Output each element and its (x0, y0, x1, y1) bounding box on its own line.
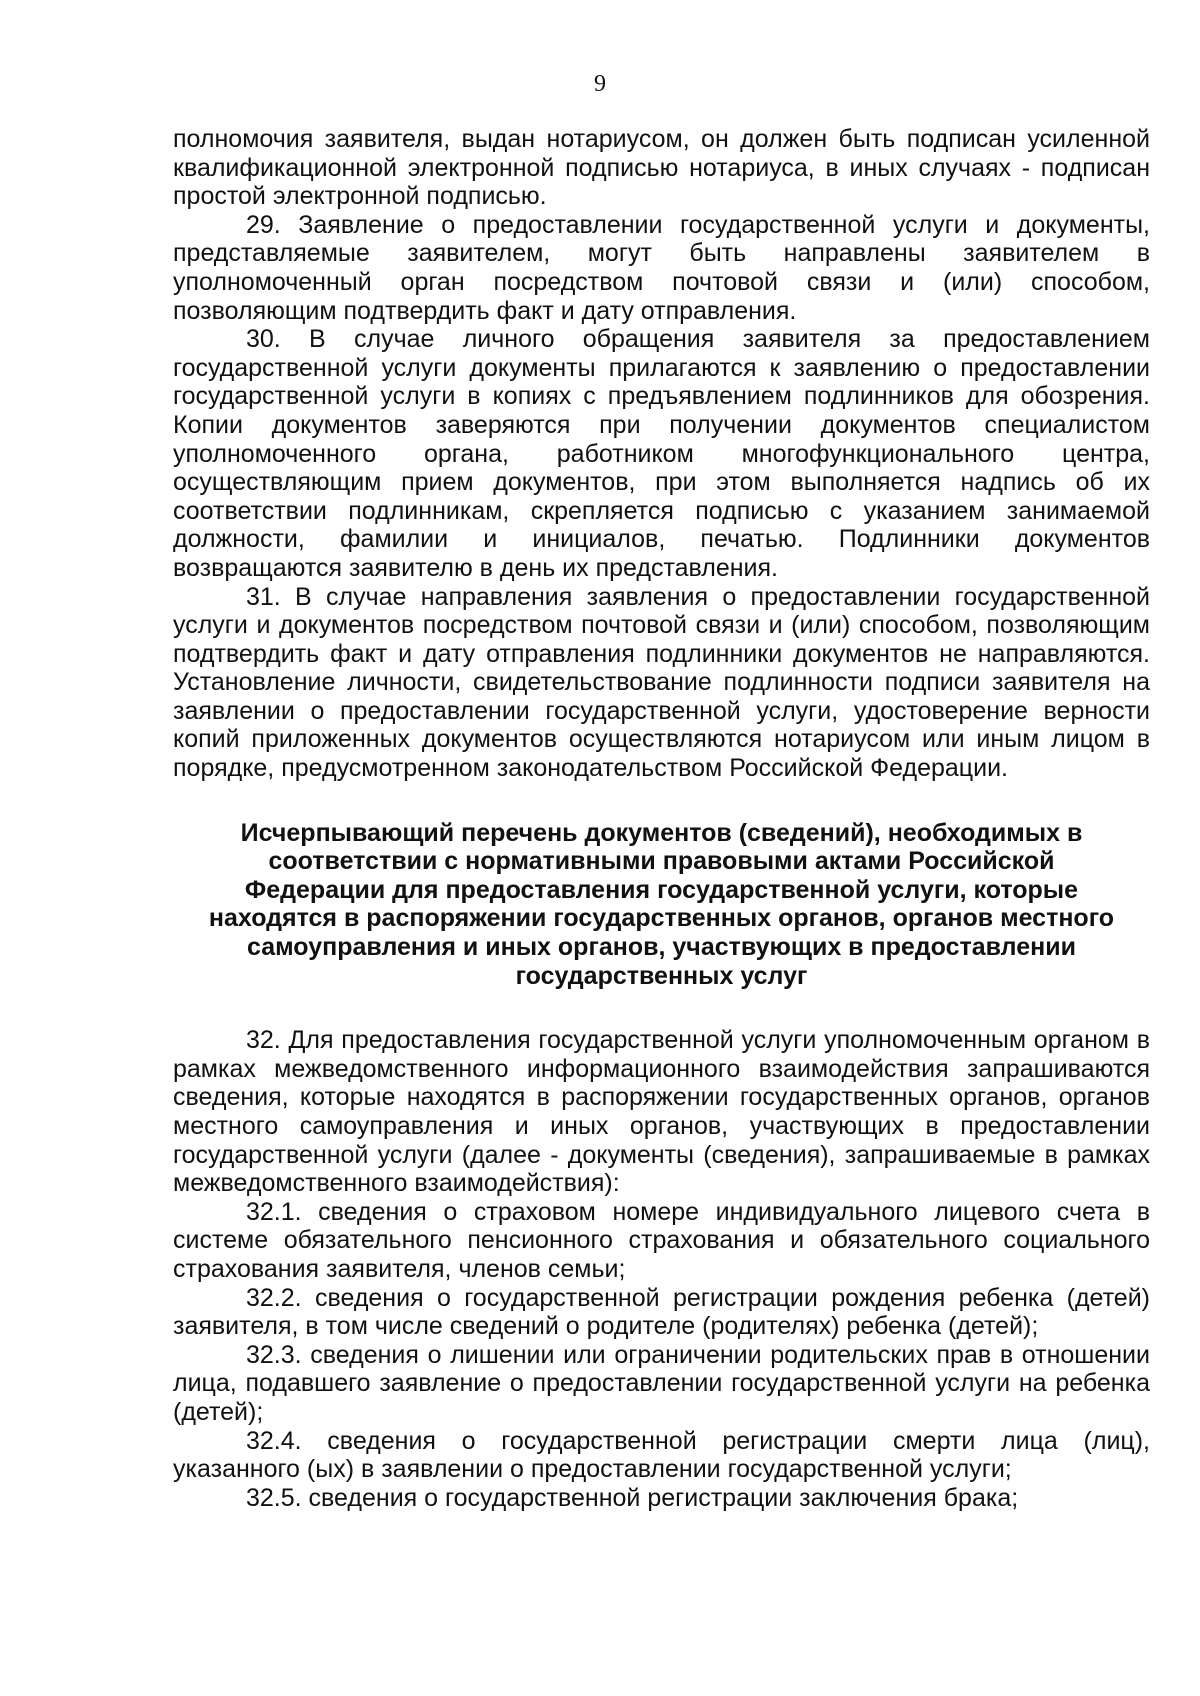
paragraph-continuation: полномочия заявителя, выдан нотариусом, он должен быть подписан усиленной квалификационной электронной подписью нотариуса, в иных случаях - подписан простой электронной подписью. (173, 125, 1150, 211)
paragraph-29: 29. Заявление о предоставлении государственной услуги и документы, представляемые заявителем, могут быть направлены заявителем в уполномоченный орган посредством почтовой связи и (или) способом, позволяющим подтвердить факт и дату отправления. (173, 210, 1150, 325)
paragraph-32-1: 32.1. сведения о страховом номере индивидуального лицевого счета в системе обязательного пенсионного страхования и обязательного социального страхования заявителя, членов семьи; (173, 1197, 1150, 1283)
paragraph-32: 32. Для предоставления государственной услуги уполномоченным органом в рамках межведомственного информационного взаимодействия запрашиваются сведения, которые находятся в распоряжении государственных органов, органов местного самоуправления и иных органов, участвующих в предоставлении государственной услуги (далее - документы (сведения), запрашиваемые в рамках межведомственного взаимодействия): (173, 1026, 1150, 1198)
paragraph-32-2: 32.2. сведения о государственной регистрации рождения ребенка (детей) заявителя, в том числе сведений о родителе (родителях) ребенка (детей); (173, 1283, 1150, 1341)
paragraph-32-5: 32.5. сведения о государственной регистрации заключения брака; (246, 1483, 1019, 1512)
paragraph-32-3: 32.3. сведения о лишении или ограничении родительских прав в отношении лица, подавшего заявление о предоставлении государственной услуги на ребенка (детей); (173, 1340, 1150, 1426)
paragraph-31: 31. В случае направления заявления о предоставлении государственной услуги и документов посредством почтовой связи и (или) способом, позволяющим подтвердить факт и дату отправления подлинники документов не направляются. Установление личности, свидетельствование подлинности подписи заявителя на заявлении о предоставлении государственной услуги, удостоверение верности копий приложенных документов осуществляются нотариусом или иным лицом в порядке, предусмотренном законодательством Российской Федерации. (173, 582, 1150, 783)
document-body (173, 125, 1150, 1512)
section-heading: Исчерпывающий перечень документов (сведений), необходимых в соответствии с нормативными правовыми актами Российской Федерации для предоставления государственной услуги, которые находятся в распоряжении государственных органов, органов местного самоуправления и иных органов, участвующих в предоставлении государственных услуг (208, 818, 1115, 990)
page-number: 9 (594, 71, 606, 97)
paragraph-30: 30. В случае личного обращения заявителя за предоставлением государственной услуги документы прилагаются к заявлению о предоставлении государственной услуги в копиях с предъявлением подлинников для обозрения. Копии документов заверяются при получении документов специалистом уполномоченного органа, работником многофункционального центра, осуществляющим прием документов, при этом выполняется надпись об их соответствии подлинникам, скрепляется подписью с указанием занимаемой должности, фамилии и инициалов, печатью. Подлинники документов возвращаются заявителю в день их представления. (173, 325, 1150, 582)
paragraph-32-4: 32.4. сведения о государственной регистрации смерти лица (лиц), указанного (ых) в заявлении о предоставлении государственной услуги; (173, 1426, 1150, 1484)
